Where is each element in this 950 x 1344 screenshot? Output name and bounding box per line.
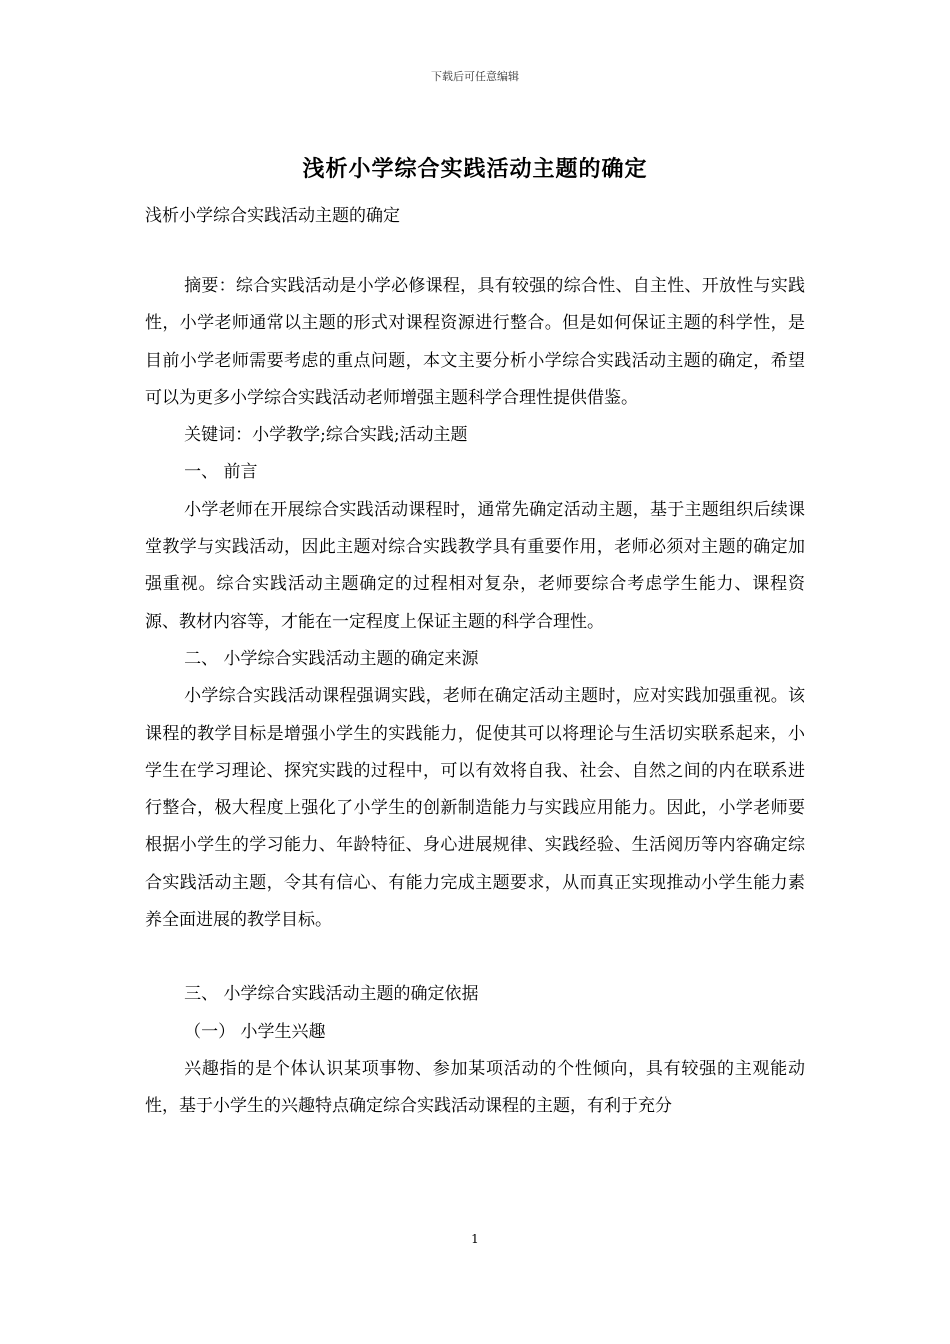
- document-body: [145, 268, 805, 1126]
- body-paragraph-1: 小学老师在开展综合实践活动课程时，通常先确定活动主题，基于主题组织后续课堂教学与实践活动，因此主题对综合实践教学具有重要作用，老师必须对主题的确定加强重视。综合实践活动主题确定的过程相对复杂，老师要综合考虑学生能力、课程资源、教材内容等，才能在一定程度上保证主题的科学合理性。: [145, 499, 805, 632]
- section-heading-1: 一、 前言: [184, 462, 258, 483]
- document-title: 浅析小学综合实践活动主题的确定: [302, 156, 648, 182]
- page-number: 1: [471, 1232, 479, 1246]
- body-paragraph-3: 兴趣指的是个体认识某项事物、参加某项活动的个性倾向，具有较强的主观能动性，基于小学生的兴趣特点确定综合实践活动课程的主题，有利于充分: [145, 1058, 805, 1117]
- section-heading-2: 二、 小学综合实践活动主题的确定来源: [184, 648, 479, 669]
- abstract-paragraph: 摘要：综合实践活动是小学必修课程，具有较强的综合性、自主性、开放性与实践性，小学老师通常以主题的形式对课程资源进行整合。但是如何保证主题的科学性，是目前小学老师需要考虑的重点问题，本文主要分析小学综合实践活动主题的确定，希望可以为更多小学综合实践活动老师增强主题科学合理性提供借鉴。: [145, 276, 805, 408]
- paragraph-gap: [145, 939, 805, 976]
- subsection-heading-3-1: （一） 小学生兴趣: [184, 1021, 326, 1042]
- header-note: 下载后可任意编辑: [431, 70, 519, 83]
- document-subtitle: 浅析小学综合实践活动主题的确定: [145, 206, 400, 226]
- body-paragraph-2: 小学综合实践活动课程强调实践，老师在确定活动主题时，应对实践加强重视。该课程的教学目标是增强小学生的实践能力，促使其可以将理论与生活切实联系起来，小学生在学习理论、探究实践的过程中，可以有效将自我、社会、自然之间的内在联系进行整合，极大程度上强化了小学生的创新制造能力与实践应用能力。因此，小学老师要根据小学生的学习能力、年龄特征、身心进展规律、实践经验、生活阅历等内容确定综合实践活动主题，令其有信心、有能力完成主题要求，从而真正实现推动小学生能力素养全面进展的教学目标。: [145, 686, 805, 931]
- section-heading-3: 三、 小学综合实践活动主题的确定依据: [184, 984, 479, 1005]
- keywords-line: 关键词：小学教学;综合实践;活动主题: [184, 425, 468, 446]
